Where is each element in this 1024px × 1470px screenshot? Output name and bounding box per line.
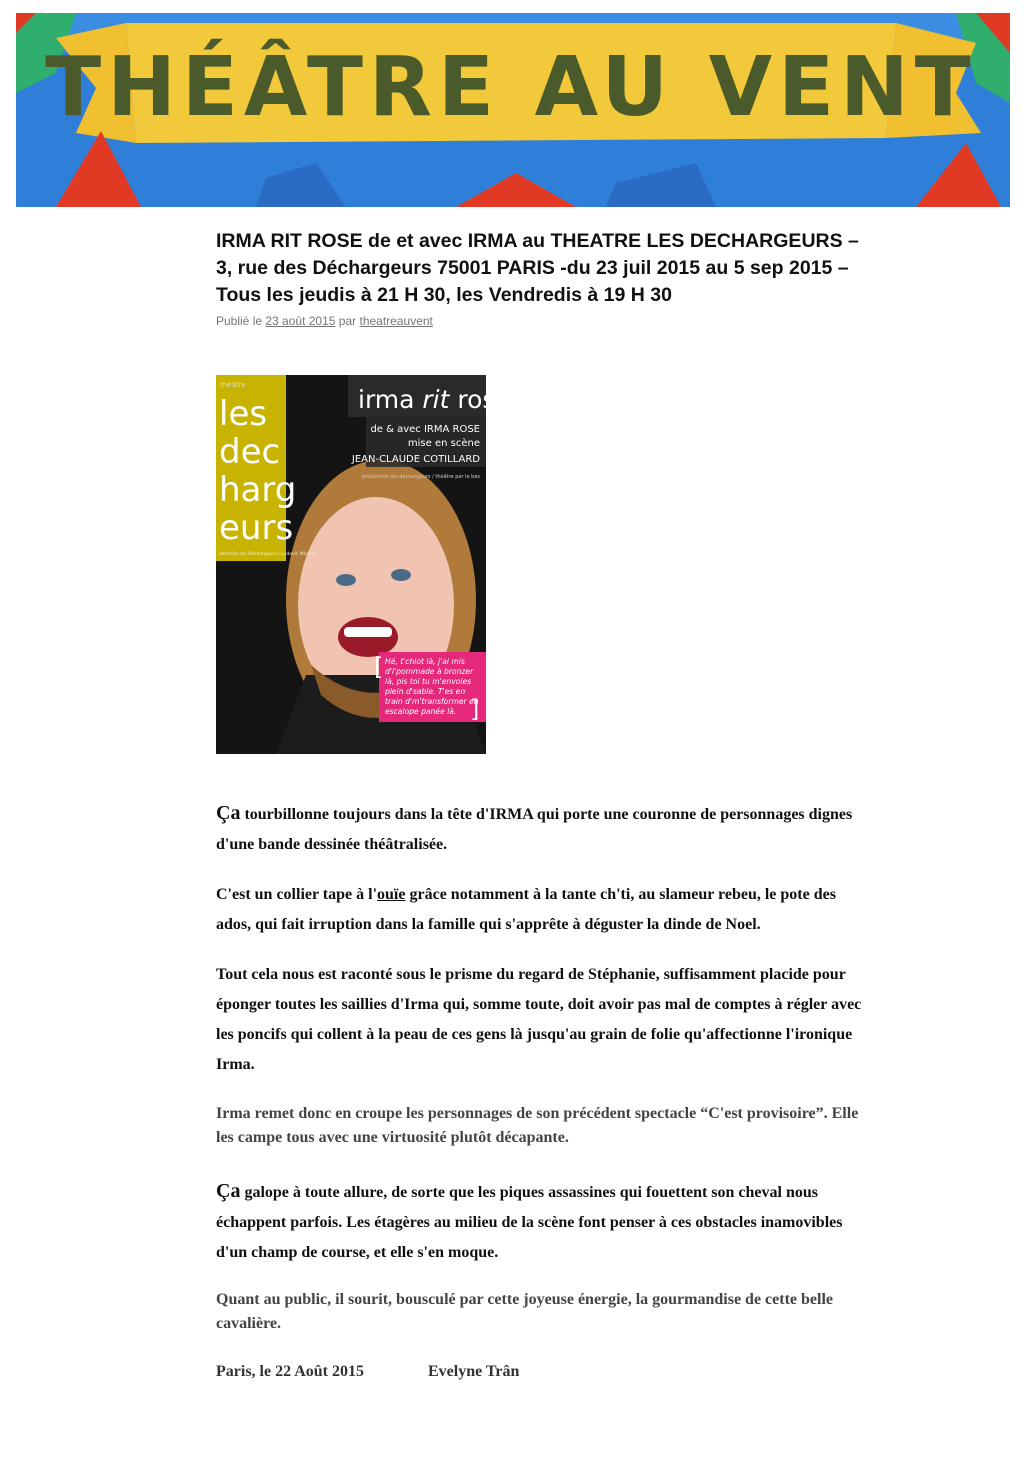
article-title[interactable]: IRMA RIT ROSE de et avec IRMA au THEATRE LES DECHARGEURS – 3, rue des Déchargeurs 75001 PARIS -du 23 juil 2015 au 5 sep 2015 – Tous les jeudis à 21 H 30, les Vendredis à 19 H 30 [216,230,859,306]
banner-title: THÉÂTRE AU VENT [45,40,977,135]
signature-place-date: Paris, le 22 Août 2015 [216,1363,364,1380]
paragraph-2-text-b: grâce notamment à la tante ch'ti, au slameur rebeu, le pote des ados, qui fait irruption dans la famille qui s'apprête à déguster la dinde de Noel. [216,886,836,933]
published-prefix: Publié le [216,314,263,328]
published-date-link[interactable]: 23 août 2015 [265,314,336,328]
svg-text:[: [ [374,653,384,681]
paragraph-1-drop: Ça [216,802,241,824]
poster-quote-line-2: d'l'pommade à bronzer [385,667,474,676]
poster-quote-line-6: escalope panée là. [385,707,457,716]
poster-credit-3: JEAN-CLAUDE COTILLARD [351,454,480,465]
ouie-link[interactable]: ouïe [377,886,406,903]
paragraph-6: Quant au public, il sourit, bousculé par cette joyeuse énergie, la gourmandise de cette belle cavalière. [216,1291,833,1332]
poster-quote-line-3: là, pis toi tu m'envoies [385,677,472,686]
poster-artwork [216,375,511,754]
poster-quote-line-1: Hé, t'chiot là, j'ai mis [385,657,465,666]
article-content [216,798,866,1384]
poster-credit-2: mise en scène [407,438,480,449]
paragraph-3: Tout cela nous est raconté sous le prisme du regard de Stéphanie, suffisamment placide pour éponger toutes les saillies d'Irma qui, somme toute, doit avoir pas mal de comptes à régler avec les poncifs qui collent à la peau de ces gens là jusqu'au grain de folie qu'affectionne l'ironique Irma. [216,966,862,1073]
paragraph-4: Irma remet donc en croupe les personnages de son précédent spectacle “C'est provisoire”. Elle les campe tous avec une virtuosité plutôt décapante. [216,1105,859,1146]
by-label: par [338,314,357,328]
poster-production: production les déchargeurs / théâtre par le bas [362,474,480,480]
poster-theatre-label: théâtre [220,381,246,389]
author-link[interactable]: theatreauvent [359,314,433,328]
poster-venue-line-4: eurs [219,508,294,548]
paragraph-1 [216,798,866,860]
poster-venue-line-1: les [219,394,268,434]
poster-venue-line-2: dec [219,432,281,472]
signature-author: Evelyne Trân [428,1363,520,1380]
show-poster[interactable] [216,375,511,754]
svg-text:]: ] [470,695,480,723]
paragraph-5 [216,1176,866,1268]
entry-meta [216,313,866,329]
article [216,228,866,1380]
poster-venue-sub: direction les Déchargeurs / Ludovic Michel [219,552,315,557]
paragraph-2 [216,880,866,940]
poster-show-title: irma rit rose [358,385,511,414]
poster-quote-line-4: plein d'sable. T'es en [385,687,466,696]
poster-venue-line-3: harg [219,470,297,510]
poster-credit-1: de & avec IRMA ROSE [370,424,480,435]
signature [216,1360,866,1384]
paragraph-2-text-a: C'est un collier tape à l' [216,886,378,903]
paragraph-5-text: galope à toute allure, de sorte que les piques assassines qui fouettent son cheval nous échappent parfois. Les étagères au milieu de la scène font penser à ces obstacles inamovibles d'un champ de course, et elle s'en moque. [216,1184,843,1261]
paragraph-1-text: tourbillonne toujours dans la tête d'IRMA qui porte une couronne de personnages dignes d'une bande dessinée théâtralisée. [216,806,853,853]
paragraph-5-drop: Ça [216,1180,241,1202]
site-banner[interactable] [16,13,1010,207]
poster-quote-line-5: train d'm'transformer en [385,697,479,706]
banner-artwork [16,13,1010,207]
